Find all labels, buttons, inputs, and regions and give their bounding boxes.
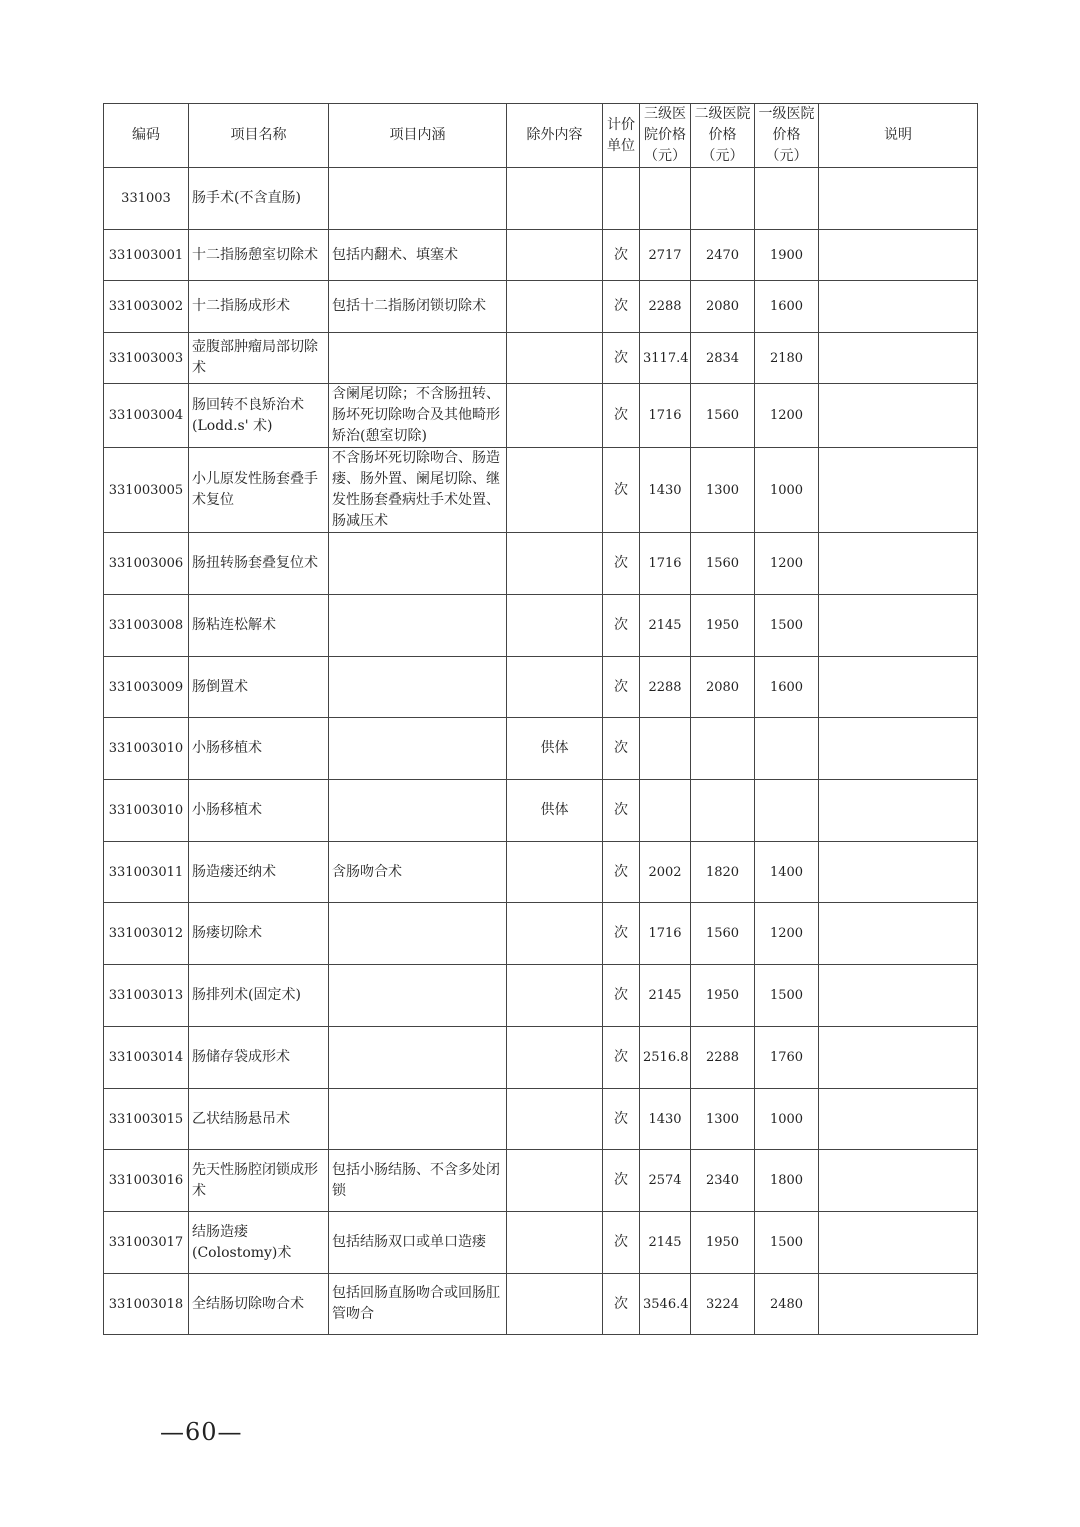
cell-price-tier2: 1950 [691, 595, 755, 657]
cell-price-tier1: 1500 [755, 965, 819, 1027]
cell-exclusion [507, 1212, 603, 1274]
cell-content: 包括小肠结肠、不含多处闭锁 [329, 1150, 507, 1212]
cell-name: 肠瘘切除术 [189, 903, 329, 965]
cell-price-tier1: 1200 [755, 384, 819, 448]
cell-content [329, 533, 507, 595]
cell-code: 331003015 [104, 1089, 189, 1150]
cell-note [819, 903, 978, 965]
cell-exclusion [507, 1089, 603, 1150]
cell-price-tier1: 1000 [755, 448, 819, 533]
cell-code: 331003002 [104, 281, 189, 333]
table-row [104, 533, 978, 595]
cell-exclusion [507, 903, 603, 965]
cell-unit: 次 [603, 965, 640, 1027]
cell-unit [603, 168, 640, 230]
cell-note [819, 1089, 978, 1150]
cell-price-tier1: 1600 [755, 281, 819, 333]
table-row [104, 657, 978, 718]
cell-price-tier2: 1560 [691, 903, 755, 965]
cell-unit: 次 [603, 903, 640, 965]
cell-price-tier3: 2288 [640, 657, 691, 718]
cell-code: 331003017 [104, 1212, 189, 1274]
cell-code: 331003010 [104, 718, 189, 780]
cell-price-tier2: 3224 [691, 1274, 755, 1335]
cell-price-tier1: 1200 [755, 903, 819, 965]
cell-note [819, 333, 978, 384]
cell-price-tier3: 2574 [640, 1150, 691, 1212]
cell-unit: 次 [603, 533, 640, 595]
cell-name: 肠手术(不含直肠) [189, 168, 329, 230]
table-row [104, 1150, 978, 1212]
cell-content: 含阑尾切除；不含肠扭转、肠坏死切除吻合及其他畸形矫治(憩室切除) [329, 384, 507, 448]
cell-name: 小儿原发性肠套叠手术复位 [189, 448, 329, 533]
cell-note [819, 281, 978, 333]
cell-code: 331003014 [104, 1027, 189, 1089]
cell-price-tier1: 2180 [755, 333, 819, 384]
cell-code: 331003016 [104, 1150, 189, 1212]
cell-unit: 次 [603, 1274, 640, 1335]
cell-note [819, 1212, 978, 1274]
cell-code: 331003018 [104, 1274, 189, 1335]
cell-content: 包括结肠双口或单口造瘘 [329, 1212, 507, 1274]
cell-code: 331003 [104, 168, 189, 230]
cell-note [819, 657, 978, 718]
cell-unit: 次 [603, 1027, 640, 1089]
cell-price-tier2 [691, 780, 755, 842]
cell-code: 331003005 [104, 448, 189, 533]
cell-exclusion [507, 1027, 603, 1089]
cell-price-tier3: 1716 [640, 903, 691, 965]
table-row [104, 903, 978, 965]
cell-name: 肠倒置术 [189, 657, 329, 718]
cell-name: 肠造瘘还纳术 [189, 842, 329, 903]
cell-name: 小肠移植术 [189, 718, 329, 780]
cell-exclusion [507, 230, 603, 281]
cell-name: 乙状结肠悬吊术 [189, 1089, 329, 1150]
table-row [104, 1212, 978, 1274]
cell-price-tier3: 2002 [640, 842, 691, 903]
table-row [104, 1274, 978, 1335]
cell-price-tier1: 1400 [755, 842, 819, 903]
header-price-tier3: 三级医院价格（元） [640, 104, 691, 168]
cell-price-tier2 [691, 718, 755, 780]
cell-content [329, 168, 507, 230]
table-row [104, 168, 978, 230]
cell-exclusion [507, 1274, 603, 1335]
cell-name: 肠回转不良矫治术(Lodd.s' 术) [189, 384, 329, 448]
cell-unit: 次 [603, 1212, 640, 1274]
cell-exclusion: 供体 [507, 780, 603, 842]
cell-price-tier2 [691, 168, 755, 230]
table-row [104, 333, 978, 384]
table-row [104, 780, 978, 842]
cell-code: 331003009 [104, 657, 189, 718]
cell-content [329, 903, 507, 965]
cell-note [819, 780, 978, 842]
cell-exclusion [507, 965, 603, 1027]
cell-unit: 次 [603, 1150, 640, 1212]
cell-content [329, 718, 507, 780]
cell-price-tier2: 1950 [691, 965, 755, 1027]
cell-price-tier3 [640, 718, 691, 780]
cell-price-tier1: 1800 [755, 1150, 819, 1212]
cell-note [819, 533, 978, 595]
cell-code: 331003006 [104, 533, 189, 595]
cell-price-tier1: 1500 [755, 1212, 819, 1274]
cell-price-tier3: 2145 [640, 965, 691, 1027]
cell-price-tier1: 1200 [755, 533, 819, 595]
cell-code: 331003012 [104, 903, 189, 965]
cell-name: 肠排列术(固定术) [189, 965, 329, 1027]
cell-price-tier2: 2288 [691, 1027, 755, 1089]
cell-code: 331003003 [104, 333, 189, 384]
cell-price-tier3: 1430 [640, 448, 691, 533]
table-row [104, 718, 978, 780]
cell-content [329, 780, 507, 842]
cell-exclusion [507, 168, 603, 230]
header-unit: 计价单位 [603, 104, 640, 168]
header-note: 说明 [819, 104, 978, 168]
cell-name: 小肠移植术 [189, 780, 329, 842]
cell-price-tier2: 1300 [691, 1089, 755, 1150]
table-row [104, 842, 978, 903]
cell-exclusion [507, 657, 603, 718]
cell-note [819, 1027, 978, 1089]
table-row [104, 965, 978, 1027]
cell-unit: 次 [603, 281, 640, 333]
cell-price-tier2: 1560 [691, 384, 755, 448]
cell-note [819, 965, 978, 1027]
cell-note [819, 168, 978, 230]
table-row [104, 230, 978, 281]
cell-unit: 次 [603, 448, 640, 533]
cell-price-tier1: 1600 [755, 657, 819, 718]
cell-price-tier1 [755, 718, 819, 780]
cell-note [819, 230, 978, 281]
header-code: 编码 [104, 104, 189, 168]
cell-unit: 次 [603, 780, 640, 842]
cell-content [329, 965, 507, 1027]
cell-content [329, 1089, 507, 1150]
cell-price-tier3: 2145 [640, 595, 691, 657]
cell-unit: 次 [603, 230, 640, 281]
cell-unit: 次 [603, 1089, 640, 1150]
cell-price-tier2: 2080 [691, 657, 755, 718]
header-name: 项目名称 [189, 104, 329, 168]
cell-note [819, 448, 978, 533]
page-number: —60— [160, 1418, 243, 1446]
cell-code: 331003013 [104, 965, 189, 1027]
cell-price-tier2: 1950 [691, 1212, 755, 1274]
header-price-tier2: 二级医院价格（元） [691, 104, 755, 168]
cell-content [329, 1027, 507, 1089]
cell-unit: 次 [603, 595, 640, 657]
cell-price-tier1 [755, 780, 819, 842]
cell-note [819, 1150, 978, 1212]
cell-name: 十二指肠成形术 [189, 281, 329, 333]
cell-price-tier2: 1560 [691, 533, 755, 595]
cell-price-tier2: 2470 [691, 230, 755, 281]
table-row [104, 1089, 978, 1150]
cell-note [819, 384, 978, 448]
cell-name: 肠粘连松解术 [189, 595, 329, 657]
cell-price-tier3: 1716 [640, 384, 691, 448]
cell-content: 包括十二指肠闭锁切除术 [329, 281, 507, 333]
cell-content [329, 657, 507, 718]
cell-name: 壶腹部肿瘤局部切除术 [189, 333, 329, 384]
cell-price-tier3: 2516.8 [640, 1027, 691, 1089]
cell-note [819, 595, 978, 657]
cell-name: 肠储存袋成形术 [189, 1027, 329, 1089]
cell-price-tier3 [640, 780, 691, 842]
cell-price-tier2: 1300 [691, 448, 755, 533]
cell-price-tier3 [640, 168, 691, 230]
cell-unit: 次 [603, 657, 640, 718]
cell-code: 331003001 [104, 230, 189, 281]
cell-code: 331003011 [104, 842, 189, 903]
cell-content: 含肠吻合术 [329, 842, 507, 903]
table-header-row [104, 104, 978, 168]
cell-note [819, 1274, 978, 1335]
header-price-tier1: 一级医院价格（元） [755, 104, 819, 168]
price-table [103, 103, 978, 1335]
cell-name: 肠扭转肠套叠复位术 [189, 533, 329, 595]
cell-exclusion [507, 448, 603, 533]
cell-unit: 次 [603, 333, 640, 384]
cell-exclusion [507, 281, 603, 333]
cell-exclusion [507, 533, 603, 595]
cell-exclusion [507, 384, 603, 448]
cell-exclusion [507, 842, 603, 903]
cell-price-tier2: 2834 [691, 333, 755, 384]
cell-price-tier3: 2288 [640, 281, 691, 333]
cell-price-tier1 [755, 168, 819, 230]
cell-exclusion [507, 1150, 603, 1212]
cell-price-tier3: 1430 [640, 1089, 691, 1150]
cell-name: 十二指肠憩室切除术 [189, 230, 329, 281]
table-row [104, 448, 978, 533]
cell-price-tier1: 1900 [755, 230, 819, 281]
cell-price-tier1: 1500 [755, 595, 819, 657]
cell-code: 331003008 [104, 595, 189, 657]
cell-name: 先天性肠腔闭锁成形术 [189, 1150, 329, 1212]
cell-content [329, 333, 507, 384]
cell-price-tier1: 1760 [755, 1027, 819, 1089]
cell-code: 331003004 [104, 384, 189, 448]
table-row [104, 281, 978, 333]
cell-content: 包括回肠直肠吻合或回肠肛管吻合 [329, 1274, 507, 1335]
header-exclusion: 除外内容 [507, 104, 603, 168]
cell-price-tier2: 1820 [691, 842, 755, 903]
table-row [104, 595, 978, 657]
cell-code: 331003010 [104, 780, 189, 842]
cell-price-tier3: 3546.4 [640, 1274, 691, 1335]
cell-note [819, 842, 978, 903]
cell-content: 包括内翻术、填塞术 [329, 230, 507, 281]
cell-unit: 次 [603, 842, 640, 903]
cell-price-tier2: 2340 [691, 1150, 755, 1212]
cell-name: 结肠造瘘(Colostomy)术 [189, 1212, 329, 1274]
cell-price-tier1: 2480 [755, 1274, 819, 1335]
cell-name: 全结肠切除吻合术 [189, 1274, 329, 1335]
cell-exclusion: 供体 [507, 718, 603, 780]
cell-price-tier3: 1716 [640, 533, 691, 595]
cell-exclusion [507, 595, 603, 657]
cell-content [329, 595, 507, 657]
cell-price-tier3: 2145 [640, 1212, 691, 1274]
table-row [104, 384, 978, 448]
cell-content: 不含肠坏死切除吻合、肠造瘘、肠外置、阑尾切除、继发性肠套叠病灶手术处置、肠减压术 [329, 448, 507, 533]
cell-price-tier3: 2717 [640, 230, 691, 281]
cell-price-tier3: 3117.4 [640, 333, 691, 384]
header-content: 项目内涵 [329, 104, 507, 168]
cell-price-tier2: 2080 [691, 281, 755, 333]
cell-note [819, 718, 978, 780]
cell-unit: 次 [603, 718, 640, 780]
cell-price-tier1: 1000 [755, 1089, 819, 1150]
cell-unit: 次 [603, 384, 640, 448]
table-row [104, 1027, 978, 1089]
cell-exclusion [507, 333, 603, 384]
